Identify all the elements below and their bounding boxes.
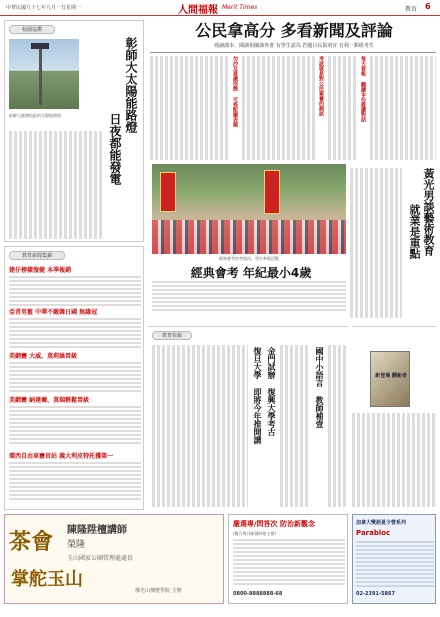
express-headline-3: 國中小語言 教師補壹 (315, 347, 324, 428)
ceremony-photo-caption: 經典會考的考場內，學生參與活動 (219, 256, 279, 261)
section-tag: 教育快報 (152, 331, 192, 340)
ad-title: 加拿大雙語夏令營系列 (356, 520, 407, 526)
section-tag: 教育新聞集錦 (9, 251, 65, 260)
lamp-pole-icon (39, 45, 42, 105)
banner-left (160, 172, 176, 212)
body-text (9, 131, 103, 239)
express-body-right (328, 345, 348, 507)
photo-story-body (152, 281, 346, 313)
book-cover-title: 新登場 翻新者 (375, 373, 407, 379)
brief-title: 亞青男籃 中華不敵韓日國 無緣冠 (9, 309, 98, 316)
book-feature (352, 326, 436, 510)
brief-body (9, 462, 141, 502)
column-subhead-3: 勿沙及意識形態 可搭配圖表題 (232, 56, 238, 127)
masthead (0, 0, 440, 16)
brief-body (9, 276, 141, 306)
left-top-feature (4, 20, 144, 242)
brief-3 (9, 351, 141, 392)
text-columns-middle (242, 56, 316, 160)
news-briefs (4, 246, 144, 510)
brief-4 (9, 395, 141, 446)
headline-part-1: 彰師大太陽能路燈 (124, 37, 138, 133)
ad-phone: 02-2391-5867 (356, 591, 395, 597)
right-feature-body (350, 168, 402, 318)
brief-title: 美網賽 納達爾、莫瑞輕鬆晉級 (9, 397, 90, 404)
education-express (148, 326, 348, 510)
ad-brand: Parabloc (356, 529, 391, 537)
ad-footer: 佛光山傳燈學院 主辦 (135, 588, 182, 594)
column-subhead-1: 考試就是對公民素養的測試 (318, 56, 324, 116)
ceremony-photo (152, 164, 346, 254)
banner-right (264, 170, 280, 214)
express-body-left (152, 345, 248, 507)
ad-brand: 茶會 (9, 529, 54, 555)
brief-title: 美網賽 大威、莫莉絲晉級 (9, 353, 78, 360)
main-subhead: 熟讀課本、閱讀相關課外書 有學生認為 若題目長篇別宜 有利一類組考生 (214, 43, 374, 49)
express-headline-2: 復旦大學 即將今年推開講 (253, 347, 262, 444)
book-body (352, 413, 436, 507)
campus-photo (9, 39, 79, 109)
brief-title: 環西自由車賽首站 義大利皮特托獲第一 (9, 453, 114, 460)
brief-5 (9, 451, 141, 502)
section-tag: 校園巡禮 (9, 25, 55, 34)
right-feature (350, 164, 436, 324)
text-columns-left (150, 56, 230, 160)
brief-body (9, 406, 141, 446)
right-feature-headline-2: 就業是重點 (408, 204, 421, 259)
newspaper-logo: 人間福報 (178, 5, 218, 16)
divider (150, 52, 436, 53)
page-number: 6 (425, 2, 431, 11)
crowd-area (152, 220, 346, 254)
ad-phone: 0800-8888888-68 (233, 591, 283, 597)
ad-name: 榮隆 (67, 540, 86, 550)
brief-title: 建仔榜樣復健 本季報銷 (9, 267, 72, 274)
brief-body (9, 362, 141, 392)
main-headline: 公民拿高分 多看新聞及評論 (195, 21, 393, 40)
ad-title: 嚴選專/問答次 防治新觀念 (233, 520, 315, 528)
ad-body (233, 539, 345, 587)
ad-tea-lecture[interactable] (4, 514, 224, 604)
text-columns-far-right (370, 56, 436, 160)
ad-title: 陳隆陞檀講師 (67, 525, 127, 536)
express-headline-1: 金門試辦 復興大學考古 (267, 347, 276, 436)
brief-1 (9, 265, 141, 306)
book-photo (370, 351, 410, 407)
ad-big-title: 掌舵玉山 (11, 569, 83, 590)
ad-subtitle: 玉山國家公園管理處處長 (67, 555, 134, 562)
text-columns-right (328, 56, 358, 160)
solar-panel-icon (31, 43, 49, 49)
ad-health[interactable] (228, 514, 348, 604)
main-story-body (150, 54, 436, 162)
ad-subtitle: (雙月專刊新聞時報主辦) (233, 531, 277, 536)
photo-story-headline: 經典會考 年紀最小4歲 (190, 266, 312, 280)
brief-2 (9, 307, 141, 348)
column-subhead-2: 每天看報 翻讀本份證讀對話 (360, 56, 366, 122)
express-body-mid (280, 345, 310, 507)
ad-camp[interactable] (352, 514, 436, 604)
ad-body (356, 541, 434, 587)
issue-date: 中華民國九十七年九月一日星期一 (6, 5, 82, 11)
photo-caption: 彰師大進德校區的太陽能路燈 (9, 113, 61, 118)
right-feature-headline-1: 黃光男談藝術教育 (422, 168, 435, 256)
newspaper-english-name: Merit Times (222, 4, 258, 11)
headline-part-2: 日夜都能發電 (108, 113, 122, 185)
brief-body (9, 318, 141, 348)
section-name: 教育 (405, 6, 418, 13)
